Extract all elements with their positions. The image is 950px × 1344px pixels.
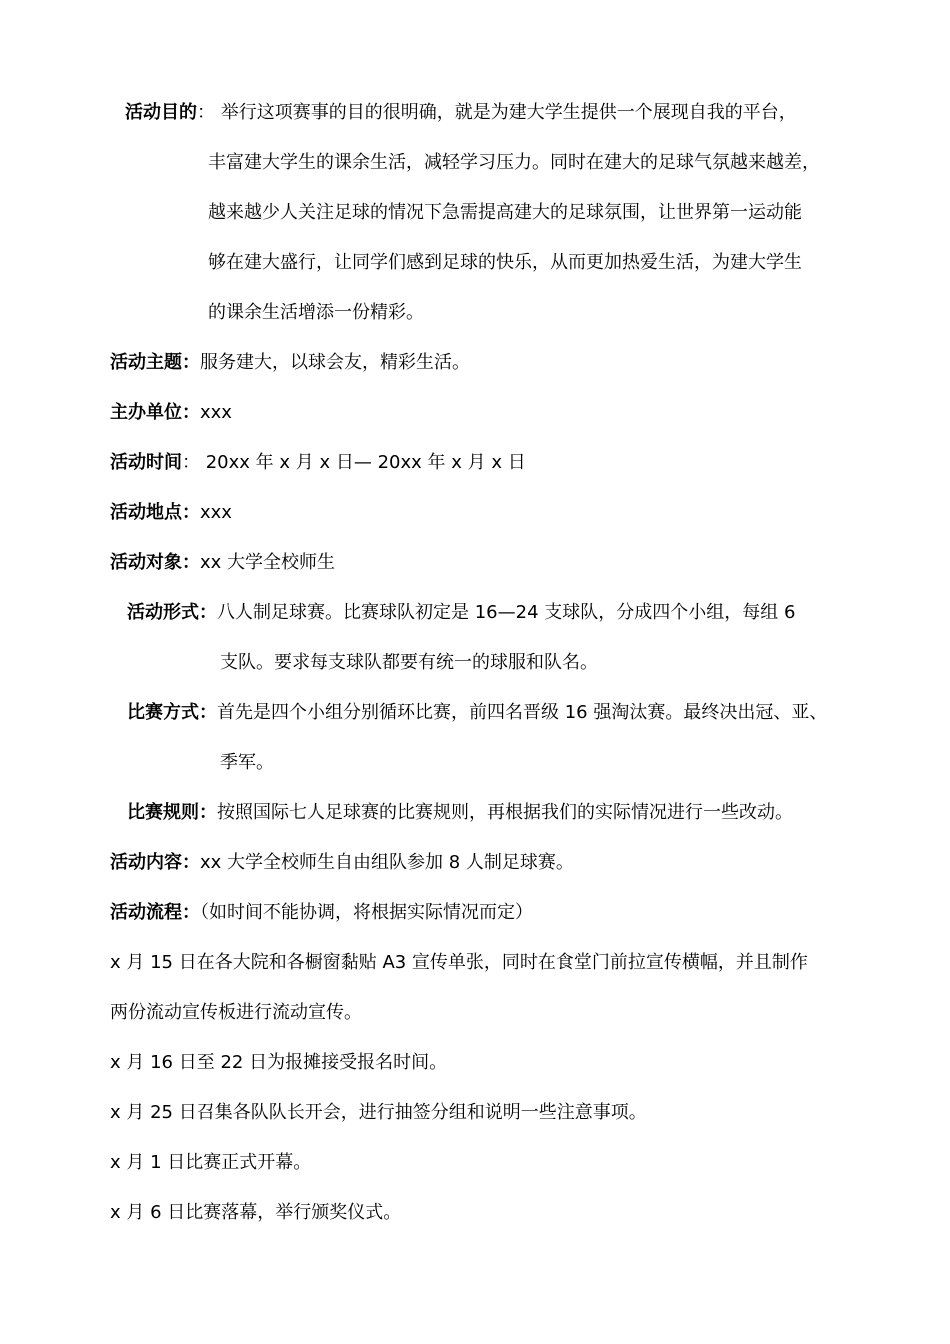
audience-value: xx 大学全校师生 <box>200 552 336 573</box>
schedule-item-1-cont: 两份流动宣传板进行流动宣传。 <box>110 1002 362 1023</box>
method-label: 比赛方式： <box>127 702 217 723</box>
schedule-item-4: x 月 1 日比赛正式开幕。 <box>110 1152 312 1173</box>
format-line-1 <box>127 600 795 626</box>
time-sep: ： <box>182 452 200 473</box>
format-text-2: 支队。要求每支球队都要有统一的球服和队名。 <box>220 652 598 673</box>
rules-line <box>127 800 793 826</box>
method-line-1 <box>127 700 827 726</box>
content-label: 活动内容： <box>110 852 200 873</box>
purpose-text-5: 的课余生活增添一份精彩。 <box>208 302 424 323</box>
schedule-item-2: x 月 16 日至 22 日为报摊接受报名时间。 <box>110 1052 448 1073</box>
method-text-2: 季军。 <box>220 752 274 773</box>
content-line <box>110 850 574 876</box>
place-line <box>110 500 232 526</box>
theme-label: 活动主题： <box>110 352 200 373</box>
time-value: 20xx 年 x 月 x 日— 20xx 年 x 月 x 日 <box>205 452 526 473</box>
place-label: 活动地点： <box>110 502 200 523</box>
place-value: xxx <box>200 502 232 523</box>
purpose-line-1 <box>125 100 797 126</box>
process-label: 活动流程： <box>110 902 200 923</box>
method-text-1: 首先是四个小组分别循环比赛，前四名晋级 16 强淘汰赛。最终决出冠、亚、 <box>217 702 828 723</box>
purpose-text-4: 够在建大盛行，让同学们感到足球的快乐，从而更加热爱生活，为建大学生 <box>208 252 802 273</box>
purpose-text-3: 越来越少人关注足球的情况下急需提高建大的足球氛围，让世界第一运动能 <box>208 202 802 223</box>
rules-label: 比赛规则： <box>127 802 217 823</box>
theme-value: 服务建大，以球会友，精彩生活。 <box>200 352 470 373</box>
time-line <box>110 450 526 476</box>
purpose-sep: ： <box>197 102 215 123</box>
time-label: 活动时间 <box>110 452 182 473</box>
format-text-1: 八人制足球赛。比赛球队初定是 16—24 支球队，分成四个小组，每组 6 <box>217 602 796 623</box>
schedule-item-1: x 月 15 日在各大院和各橱窗黏贴 A3 宣传单张，同时在食堂门前拉宣传横幅，并且制作 <box>110 952 808 973</box>
purpose-text-1: 举行这项赛事的目的很明确，就是为建大学生提供一个展现自我的平台， <box>220 102 797 123</box>
rules-value: 按照国际七人足球赛的比赛规则，再根据我们的实际情况进行一些改动。 <box>217 802 793 823</box>
audience-line <box>110 550 335 576</box>
process-value: （如时间不能协调，将根据实际情况而定） <box>200 902 533 923</box>
organizer-line <box>110 400 232 426</box>
theme-line <box>110 350 470 376</box>
audience-label: 活动对象： <box>110 552 200 573</box>
schedule-item-3: x 月 25 日召集各队队长开会，进行抽签分组和说明一些注意事项。 <box>110 1102 647 1123</box>
purpose-label: 活动目的 <box>125 102 197 123</box>
format-label: 活动形式： <box>127 602 217 623</box>
content-value: xx 大学全校师生自由组队参加 8 人制足球赛。 <box>200 852 574 873</box>
organizer-value: xxx <box>200 402 232 423</box>
organizer-label: 主办单位： <box>110 402 200 423</box>
schedule-item-5: x 月 6 日比赛落幕，举行颁奖仪式。 <box>110 1202 402 1223</box>
purpose-text-2: 丰富建大学生的课余生活，减轻学习压力。同时在建大的足球气氛越来越差， <box>208 152 820 173</box>
process-line <box>110 900 533 926</box>
